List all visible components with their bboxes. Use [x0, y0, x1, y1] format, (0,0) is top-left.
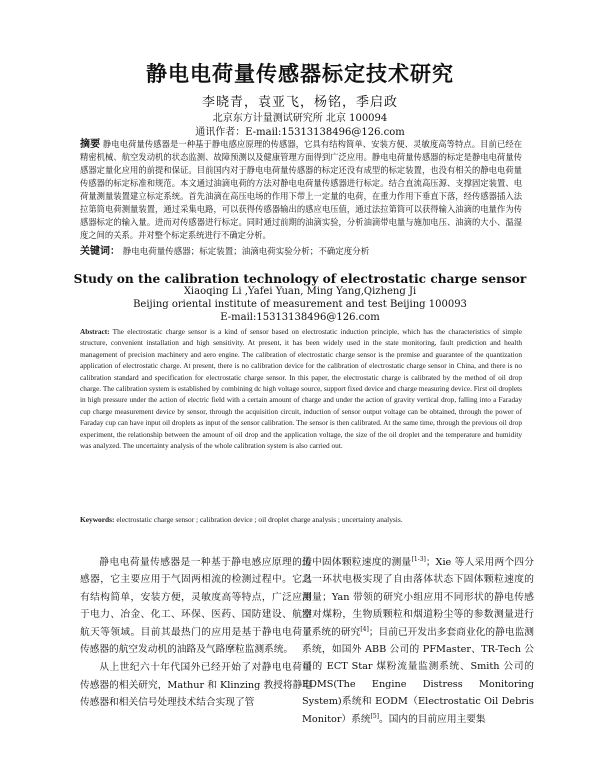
title-english: Study on the calibration technology of electrostatic charge sensor [73, 272, 527, 286]
authors-english: Xiaoqing Li ,Yafei Yuan, Ming Yang,Qizheng Ji [183, 286, 417, 297]
body-paragraph-2: 从上世纪六十年代国外已经开始了对静电电荷量传感器的相关研究，Mathur 和 Klinzing 教授将静电传感器和相关信号处理技术结合实现了管 [80, 662, 312, 709]
body-column-left [80, 554, 312, 712]
abstract-english [80, 326, 522, 451]
citation-ref: [4] [360, 625, 369, 633]
abstract-chinese [80, 138, 522, 242]
abstract-chinese-label: 摘要 [80, 139, 101, 150]
email-english: E-mail:15313138496@126.com [220, 312, 380, 323]
title-chinese: 静电电荷量传感器标定技术研究 [146, 61, 454, 86]
body-text-segment: ；Xie 等人采用两个四分之一环状电极实现了自由落体状态下固体颗粒速度的测量；Yan 带领的研究小组应用不同形状的静电传感器对煤粉，生物质颗粒和烟道粉尘等的参数测量进行了系统的研究 [302, 557, 534, 638]
keywords-english [80, 514, 522, 525]
keywords-chinese-label: 关键词： [80, 246, 120, 257]
keywords-english-text: electrostatic charge sensor ; calibration device ; oil droplet charge analysis ; uncertainty analysis. [116, 515, 403, 524]
body-paragraph-continued [302, 554, 534, 728]
keywords-chinese-text: 静电电荷量传感器；标定装置；油滴电荷实验分析；不确定度分析 [122, 247, 370, 257]
email-chinese: 通讯作者：E-mail:15313138496@126.com [195, 127, 405, 138]
body-column-right [302, 554, 534, 728]
abstract-chinese-text: 静电电荷量传感器是一种基于静电感应原理的传感器，它具有结构简单、安装方便、灵敏度高等特点。目前已经在精密机械、航空发动机的状态监测、故障预测以及健康管理方面得到广泛应用。静电电荷量传感器的标定是静电电荷量传感器定量化应用的前提和保证。目前国内对于静电电荷量传感器的标定还没有成型的标定装置，也没有相关的静电电荷量传感器的标定标准和规范。本文通过油滴电荷的方法对静电电荷量传感器进行标定。结合直流高压源、支撑固定装置、电荷量测量装置建立标定系统。首先油滴在高压电场的作用下带上一定量的电荷，在重力作用下垂直下落，经传感器插入法拉第筒电荷测量装置，通过采集电路，可以获得传感器输出的感应电压值，通过法拉第筒可以获得输入油滴的电量作为传感器标定的输入量。进而对传感器进行标定。同时通过前期的油滴实验，分析油滴带电量与施加电压、油滴的大小、温湿度之间的关系。并对整个标定系统进行不确定分析。 [80, 139, 523, 240]
affiliation-chinese: 北京东方计量测试研究所 北京 100094 [212, 113, 388, 124]
citation-ref: [5] [370, 712, 380, 720]
abstract-english-text: The electrostatic charge sensor is a kind of sensor based on electrostatic induction principle, which has the characteristics of simple structure, convenient installation and high sensitivity. At present, it has been widely used in the state monitoring, fault prediction and health management of precision machinery and aero engine. The calibration of electrostatic charge sensor is the premise and guarantee of the quantization application of electrostatic charge. At present, there is no calibration device for the calibration of electrostatic charge sensor in China, and there is no calibration standard and specification for electrostatic charge sensor. In this paper, the electrostatic charge is calibrated by the method of oil drop charge. The calibration system is established by combining dc high voltage source, support fixed device and charge measuring device. First oil droplets in high pressure under the action of electric field with a certain amount of charge and under the action of gravity vertical drop, falling into a Faraday cup charge measurement device by sensor, through the acquisition circuit, induction of sensor output voltage can be obtained, through the power of Faraday cup can have input oil droplets as input of the sensor calibration. The sensor is then calibrated. At the same time, through the previous oil drop experiment, the relationship between the amount of oil drop and the application voltage, the size of the oil droplet and the temperature and humidity was analyzed. The uncertainty analysis of the whole calibration system is also carried out. [80, 327, 522, 451]
body-paragraph-1: 静电电荷量传感器是一种基于静电感应原理的传感器，它主要应用于气固两相流的检测过程中。它具有结构简单，安装方便，灵敏度高等特点，广泛应用于电力、冶金、化工、环保、医药、国防建设、航空航天等领域。目前其最热门的应用是基于静电电荷量传感器的航空发动机的油路及气路摩粒监测系统。 [80, 557, 312, 656]
citation-ref: [1-3] [411, 555, 426, 563]
affiliation-english: Beijing oriental institute of measurement and test Beijing 100093 [133, 299, 467, 310]
keywords-chinese [80, 246, 522, 258]
body-text-segment: 道中固体颗粒速度的测量 [302, 557, 412, 568]
keywords-english-label: Keywords: [80, 515, 115, 524]
abstract-english-label: Abstract: [80, 327, 110, 336]
authors-chinese: 李晓青，袁亚飞，杨铭，季启政 [201, 95, 398, 110]
body-text-segment: ；目前已开发出多套商业化的静电监测系统，如国外 ABB 公司的 PFMaster、TR-Tech 公司的 ECT Star 煤粉流量监测系统、Smith 公司的 EDMS(The Engine Distress Monitoring System)系统和 EODM（Electrostatic Oil Debris Monitor）系统 [302, 626, 534, 725]
body-text-segment: 。国内的目前应用主要集 [379, 713, 486, 725]
